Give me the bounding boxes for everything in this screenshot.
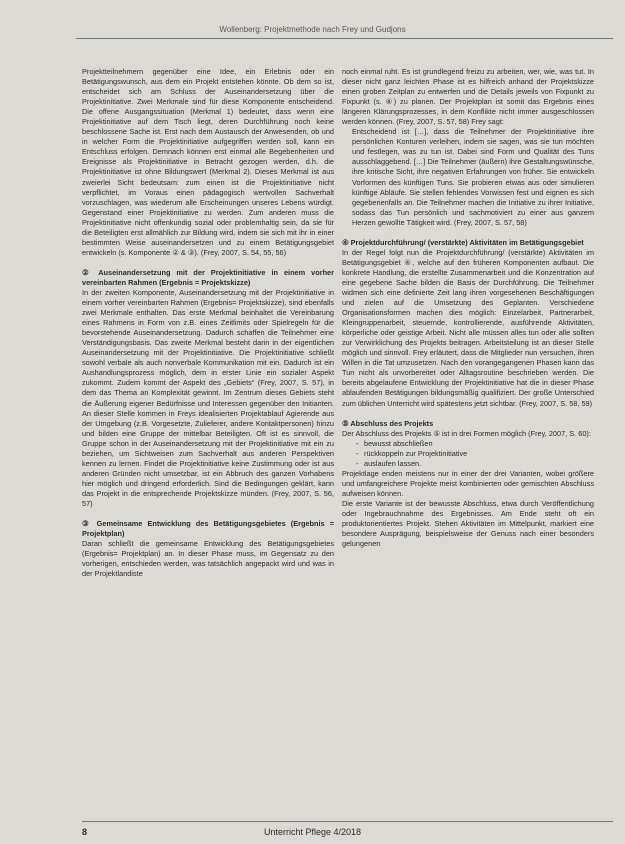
left-column <box>82 67 334 814</box>
section-heading: ④ Projektdurchführung/ (verstärkte) Aktivitäten im Betätigungsgebiet <box>342 237 584 247</box>
block-quote: Entscheidend ist […], dass die Teilnehmer der Projektinitiative ihre persönlichen Konturen verleihen, indem sie sagen, was sie tun möchten und festlegen, was zu tun ist. Dabei sind Form und Qualität des Tuns ausschlaggebend. […] Die Teilnehmer (äußern) ihre Gestaltungswünsche, ihre kritische Sicht, ihre negativen Erfahrungen von früher. Sie entwickeln Vorformen des künftigen Tuns. Sie probieren etwas aus oder simulieren künftige Abläufe. Sie stellen fehlendes Vorwissen fest und eignen es sich gegebenenfalls an. Die Teilnehmer machen die Initiative zu ihrer Initiative, sodass das Tun persönlich und sachmotiviert zu einer aus ganzem Herzen gewollte Tätigkeit wird. (Frey, 2007, S. 57, 58) <box>352 127 594 227</box>
paragraph: Daran schließt die gemeinsame Entwicklung des Betätigungsgebietes (Ergebnis= Projektplan) an. In dieser Phase muss, im Gegensatz zu den vorherigen, entschieden werden, was tatsächlich angepackt wird und was in der Projektlandiste <box>82 539 334 579</box>
paragraph: In der zweiten Komponente, Auseinandersetzung mit der Projektinitiative in einem vorher vereinbarten Rahmen (Ergebnis= Projektskizze), sind ebenfalls zwei Merkmale enthalten. Das erste Merkmal beinhaltet die Vereinbarung eines Rahmens in Form von z.B. eines Zeitlimits oder Spielregeln für die bevorstehende Auseinandersetzung. Dadurch schaffen die Teilnehmer eine Verständigungsbasis. Das zweite Merkmal besteht darin in der eigentlichen Auseinandersetzung mit der Projektinitiative. Die Projektinitiative schließt sowohl verbale als auch nonverbale Kommunikation mit ein. Dadurch ist ein Aushandlungsprozess möglich, dem in erster Linie ein sozialer Aspekt zukommt. Zudem kommt der Aspekt des „Gebiets“ (Frey, 2007, S. 57), in dem das Thema an Komplexität gewinnt. Im Zentrum dieses Gebiets steht die Äußerung eigener Bedürfnisse und Interessen gegenüber den Initianten. An dieser Stelle kommen in Freys idealisierten Projektablauf Agierende aus der Umgebung (z.B. Vorgesetzte, Zulieferer, andere Kontaktpersonen) hinzu und bilden eine Gruppe der mittelbar Beteiligten. Oft ist es sinnvoll, die Gruppe schon in der Auseinandersetzung mit der Projektinitiative mit ein zu beziehen, um Sichtweisen zum Sachverhalt aus anderen Perspektiven kennen zu lernen. Findet die Projektinitiative keine Zustimmung oder ist aus anderen Gründen nicht umsetzbar, ist ein Abbruch des ganzen Vorhabens hier möglich und dringend erforderlich. Sind die Bedingungen geklärt, kann das Projekt in die entsprechende Projektskizze münden. (Frey, 2007, S. 56, 57) <box>82 287 334 508</box>
paragraph-gap <box>342 409 594 419</box>
right-column <box>342 67 594 814</box>
header-rule <box>76 38 613 39</box>
paragraph: In der Regel folgt nun die Projektdurchführung/ (verstärkte) Aktivitäten im Betätigungsgebiet ④, welche auf den früheren Komponenten aufbaut. Die konkrete Handlung, die erstellte Zusammenarbeit und die Konzentration auf eine gegebene Sache bilden die Basis der Durchführung. Die Teilnehmer widmen sich eine definierte Zeit lang ihren vorgesehenen Beschäftigungen und zielen auf die Umsetzung des Geplanten. Verschiedene Organisationsformen machen dies möglich: Einzelarbeit, Partnerarbeit, Kleingruppenarbeit, steuernde, kontrollierende, ausführende Aktivitäten, körperliche oder geistige Arbeit. Nicht alle müssen alles tun oder alle sollten zur Verwirklichung des Projekts beitragen. Arbeitsteilung ist an dieser Stelle möglich und sinnvoll. Frey erläutert, dass die Mitglieder nun versuchen, ihren Willen in die Tat umzusetzen. Nach den vorangegangenen Phasen kann das Tun nicht als unvorbereitet oder Alltagsroutine beschrieben werden. Die bereits abgelaufene Entwicklung der Projektinitiative hat die in dieser Phase ablaufenden Betätigungen bildungsmäßig qualifiziert. Der große Unterschied zum üblichen Unterricht wird spätestens jetzt sichtbar. (Frey, 2007, S. 58, 59) <box>342 247 594 408</box>
journal-footer: Unterricht Pflege 4/2018 <box>263 827 362 837</box>
paragraph: noch einmal ruht. Es ist grundlegend freizu zu arbeiten, wer, wie, was tut. In dieser nicht ganz leichten Phase ist es hilfreich anhand der Projektskizze einen groben Zeitplan zu entwerfen und die Details jeweils von Fixpunkt zu Fixpunkt (s. ④) zu planen. Der Projektplan ist somit das Ergebnis eines längeren Klärungsprozesses, in dem Konflikte nicht immer ausgeschlossen werden können. (Frey, 2007, S. 57, 58) Frey sagt: <box>342 67 594 127</box>
page-number: 8 <box>82 827 88 837</box>
footer-rule <box>82 821 613 822</box>
paragraph-gap <box>82 509 334 519</box>
list-item: - auslaufen lassen. <box>356 459 594 469</box>
paragraph: Der Abschluss des Projekts ⑤ ist in drei Formen möglich (Frey, 2007, S. 60): <box>342 428 591 438</box>
paragraph: Projektlage enden meistens nur in einer der drei Varianten, wobei größere und umfangreichere Projekte meist kombinierten oder gemischten Abschluss aufweisen können. <box>342 468 594 498</box>
paragraph: Projektteilnehmern gegenüber eine Idee, ein Erlebnis oder ein Betätigungswunsch, aus dem ein Projekt entstehen könnte. Ob dem so ist, entscheidet sich am Schluss der Auseinandersetzung über die Projektinitiative. Zwei Merkmale sind für diese Komponente entscheidend. Die offene Ausgangssituation (Merkmal 1) bedeutet, dass wenn eine Projektinitiative auf dem Tisch liegt, deren Durchführung noch keine beschlossene Sache ist. Erst nach dem Austausch der Anwesenden, ob und in welcher Form die Projektinitiative aufgegriffen werden soll, kann ein Entschluss erfolgen. Demnach können erst einmal alle Begebenheiten und Ereignisse als Projektinitiative in Betracht gezogen werden, d.h. die Projektinitiative ist ohne Bildungswert (Merkmal 2). Dieses Merkmal ist aus zweierlei Sicht bedeutsam: zum einen ist die Projektinitiative nicht verpflichtet, im Voraus einen pädagogisch wertvollen Sachverhalt vorzuschlagen, was wiederum alle Erscheinungen unseres Lebens würdigt. Gegenstand einer Projektinitiative zu werden. Zum anderen muss die Projektinitiative nicht offenkundig sozial oder problemhaltig sein, da sie für die Beteiligten erst allmählich zur Bildung wird, indem sie sich mit ihr in einer bestimmten Weise auseinandersetzen und zu einem Betätigungsgebiet entwickeln (s. Komponente ② & ③). (Frey, 2007, S. 54, 55, 56) <box>82 67 334 257</box>
paragraph-gap <box>82 258 334 268</box>
bullet-list <box>356 439 594 469</box>
list-item: - bewusst abschließen <box>356 439 594 449</box>
running-header: Wollenberg: Projektmethode nach Frey und Gudjons <box>219 25 406 34</box>
paragraph-gap <box>342 228 594 238</box>
section-heading: ③ Gemeinsame Entwicklung des Betätigungsgebietes (Ergebnis = Projektplan) <box>82 519 334 539</box>
list-item: - rückkoppeln zur Projektinitiative <box>356 449 594 459</box>
section-heading: ② Auseinandersetzung mit der Projektinitiative in einem vorher vereinbarten Rahmen (Ergebnis = Projektskizze) <box>82 267 334 287</box>
section-heading: ⑤ Abschluss des Projekts <box>342 418 434 428</box>
paragraph: Die erste Variante ist der bewusste Abschluss, etwa durch Veröffentlichung oder Ingebrauchnahme des Ergebnisses. Am Ende steht oft ein produktorientiertes Projekt. Stehen Aktivitäten im Mittelpunkt, markiert eine besondere Ausprägung, beispielsweise der Genuss nach einer besonders gelungenen <box>342 498 594 549</box>
